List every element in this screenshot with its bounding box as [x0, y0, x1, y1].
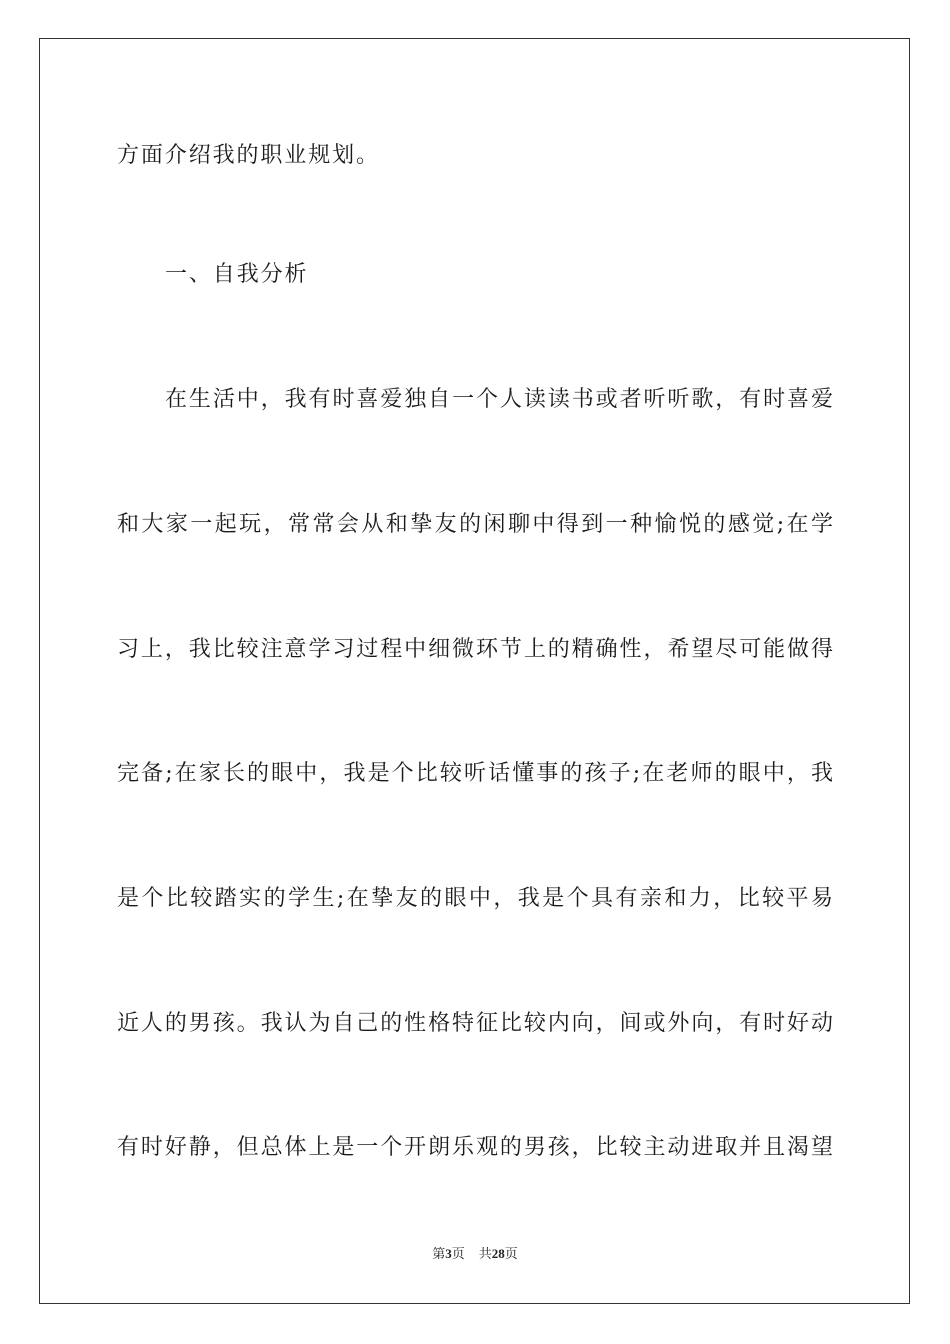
page-label-prefix: 第 — [432, 1247, 446, 1262]
paragraph-line: 近人的男孩。我认为自己的性格特征比较内向，间或外向，有时好动 — [117, 1011, 833, 1036]
page-number: 3 — [445, 1246, 452, 1261]
total-label-prefix: 共 — [478, 1247, 492, 1262]
paragraph-line: 完备;在家长的眼中，我是个比较听话懂事的孩子;在老师的眼中，我 — [117, 761, 833, 786]
paragraph-line: 习上，我比较注意学习过程中细微环节上的精确性，希望尽可能做得 — [117, 637, 833, 662]
paragraph-line: 在生活中，我有时喜爱独自一个人读读书或者听听歌，有时喜爱 — [165, 387, 833, 412]
total-label-suffix: 页 — [504, 1247, 518, 1262]
page-border — [39, 38, 910, 1304]
paragraph-line: 是个比较踏实的学生;在挚友的眼中，我是个具有亲和力，比较平易 — [117, 886, 833, 911]
paragraph-line: 和大家一起玩，常常会从和挚友的闲聊中得到一种愉悦的感觉;在学 — [117, 512, 833, 537]
page-footer — [0, 1245, 950, 1264]
paragraph-line: 方面介绍我的职业规划。 — [117, 143, 380, 168]
section-heading: 一、自我分析 — [165, 262, 309, 287]
page-label-suffix: 页 — [451, 1247, 465, 1262]
total-pages: 28 — [491, 1246, 505, 1261]
paragraph-line: 有时好静，但总体上是一个开朗乐观的男孩，比较主动进取并且渴望 — [117, 1135, 833, 1160]
